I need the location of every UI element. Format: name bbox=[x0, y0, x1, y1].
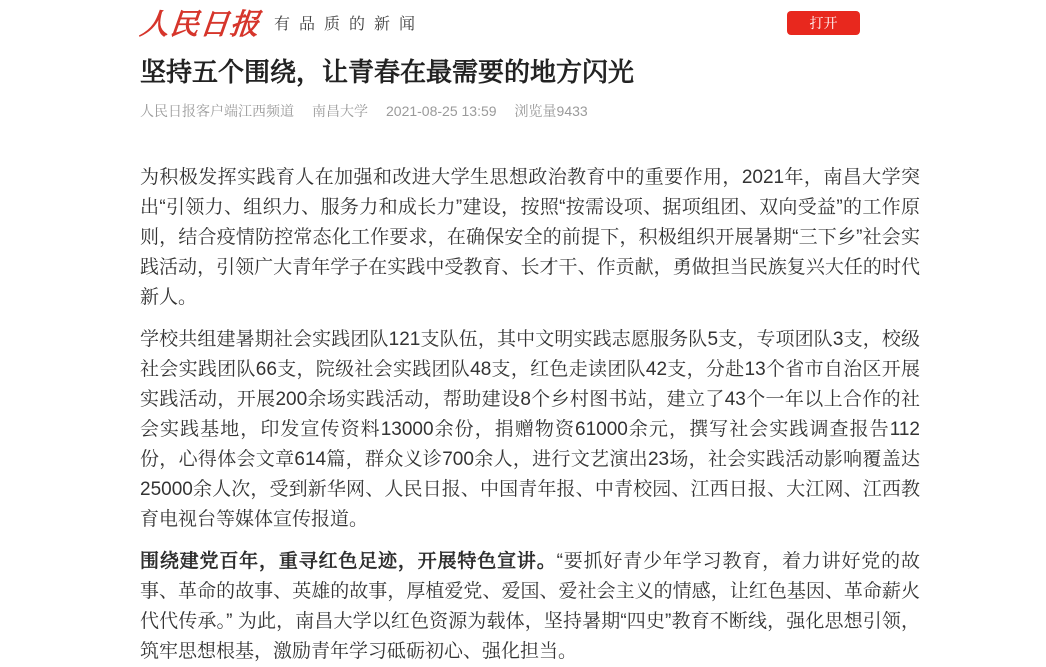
peoples-daily-logo: 人民日报 bbox=[138, 9, 262, 41]
masthead-tagline: 有品质的新闻 bbox=[274, 16, 425, 33]
meta-source: 人民日报客户端江西频道 bbox=[140, 103, 294, 119]
article-body bbox=[140, 163, 920, 667]
paragraph-text: 学校共组建暑期社会实践团队121支队伍，其中文明实践志愿服务队5支，专项团队3支，校级社会实践团队66支，院级社会实践团队48支，红色走读团队42支，分赴13个省市自治区开展实践活动，开展200余场实践活动，帮助建设8个乡村图书站，建立了43个一年以上合作的社会实践基地，印发宣传资料13000余份，捐赠物资61000余元，撰写社会实践调查报告112份，心得体会文章614篇，群众义诊700余人，进行文艺演出23场，社会实践活动影响覆盖达25000余人次，受到新华网、人民日报、中国青年报、中青校园、江西日报、大江网、江西教育电视台等媒体宣传报道。 bbox=[140, 329, 920, 530]
meta-published-datetime: 2021-08-25 13:59 bbox=[386, 103, 497, 119]
paragraph-lead-bold: 围绕建党百年，重寻红色足迹，开展特色宣讲。 bbox=[140, 551, 557, 572]
meta-author: 南昌大学 bbox=[312, 103, 368, 119]
masthead bbox=[140, 10, 424, 40]
article-paragraph bbox=[140, 325, 920, 535]
article-title: 坚持五个围绕，让青春在最需要的地方闪光 bbox=[140, 57, 635, 87]
open-app-button[interactable]: 打开 bbox=[787, 11, 860, 35]
article-paragraph bbox=[140, 547, 920, 667]
paragraph-text: “要抓好青少年学习教育，着力讲好党的故事、革命的故事、英雄的故事，厚植爱党、爱国、爱社会主义的情感，让红色基因、革命薪火代代传承。” 为此，南昌大学以红色资源为载体，坚持暑期“四史”教育不断线，强化思想引领，筑牢思想根基，激励青年学习砥砺初心、强化担当。 bbox=[140, 551, 920, 662]
article-content bbox=[140, 55, 920, 667]
article-paragraph bbox=[140, 163, 920, 313]
paragraph-text: 为积极发挥实践育人在加强和改进大学生思想政治教育中的重要作用，2021年，南昌大学突出“引领力、组织力、服务力和成长力”建设，按照“按需设项、据项组团、双向受益”的工作原则，结合疫情防控常态化工作要求，在确保安全的前提下，积极组织开展暑期“三下乡”社会实践活动，引领广大青年学子在实践中受教育、长才干、作贡献，勇做担当民族复兴大任的时代新人。 bbox=[140, 167, 920, 308]
top-bar bbox=[0, 0, 1046, 48]
meta-view-count: 浏览量9433 bbox=[514, 103, 588, 119]
article-meta bbox=[140, 101, 920, 121]
